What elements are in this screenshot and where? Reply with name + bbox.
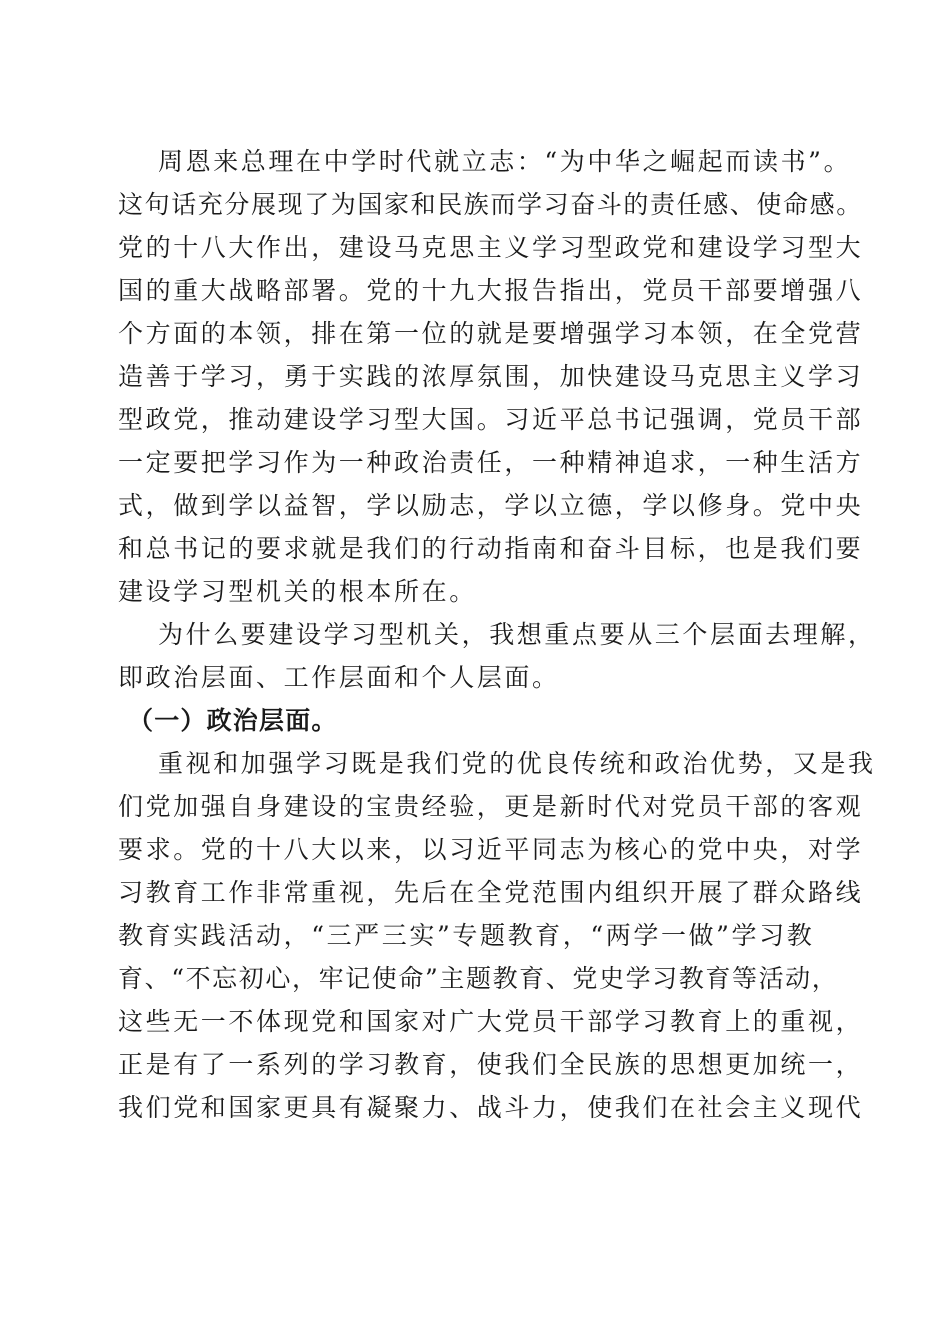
text-line: 这句话充分展现了为国家和民族而学习奋斗的责任感、使命感。: [118, 190, 863, 219]
text-line: 式，做到学以益智，学以励志，学以立德，学以修身。党中央: [118, 491, 864, 520]
paragraph-zhou-enlai-quote: [118, 140, 864, 613]
text-line: 建设学习型机关的根本所在。: [118, 577, 477, 606]
paragraph-three-levels: [118, 613, 876, 699]
text-line: 习教育工作非常重视，先后在全党范围内组织开展了群众路线: [118, 878, 864, 907]
text-line: 一定要把学习作为一种政治责任，一种精神追求，一种生活方: [118, 448, 864, 477]
text-line: 正是有了一系列的学习教育，使我们全民族的思想更加统一，: [118, 1050, 864, 1079]
text-line: 教育实践活动，“三严三实”专题教育，“两学一做”学习教: [118, 921, 815, 950]
text-line: 型政党，推动建设学习型大国。习近平总书记强调，党员干部: [118, 405, 864, 434]
text-line: 要求。党的十八大以来，以习近平同志为核心的党中央，对学: [118, 835, 864, 864]
text-line: 个方面的本领，排在第一位的就是要增强学习本领，在全党营: [118, 319, 864, 348]
paragraph-political-level: [118, 742, 876, 1129]
text-line: 和总书记的要求就是我们的行动指南和奋斗目标，也是我们要: [118, 534, 864, 563]
text-line: 造善于学习，勇于实践的浓厚氛围，加快建设马克思主义学习: [118, 362, 864, 391]
text-line: 即政治层面、工作层面和个人层面。: [118, 663, 560, 692]
text-line: 为什么要建设学习型机关，我想重点要从三个层面去理解，: [158, 620, 876, 649]
text-line: 育、“不忘初心，牢记使命”主题教育、党史学习教育等活动，: [118, 964, 839, 993]
text-line: 我们党和国家更具有凝聚力、战斗力，使我们在社会主义现代: [118, 1093, 864, 1122]
text-line: 重视和加强学习既是我们党的优良传统和政治优势，又是我: [158, 749, 876, 778]
section-heading-political-level: （一）政治层面。: [128, 706, 338, 735]
text-line: 国的重大战略部署。党的十九大报告指出，党员干部要增强八: [118, 276, 864, 305]
text-line: 党的十八大作出，建设马克思主义学习型政党和建设学习型大: [118, 233, 864, 262]
text-line: 这些无一不体现党和国家对广大党员干部学习教育上的重视，: [118, 1007, 864, 1036]
text-line: 周恩来总理在中学时代就立志：“为中华之崛起而读书”。: [158, 147, 852, 176]
document-body: [118, 140, 876, 1129]
text-line: 们党加强自身建设的宝贵经验，更是新时代对党员干部的客观: [118, 792, 864, 821]
